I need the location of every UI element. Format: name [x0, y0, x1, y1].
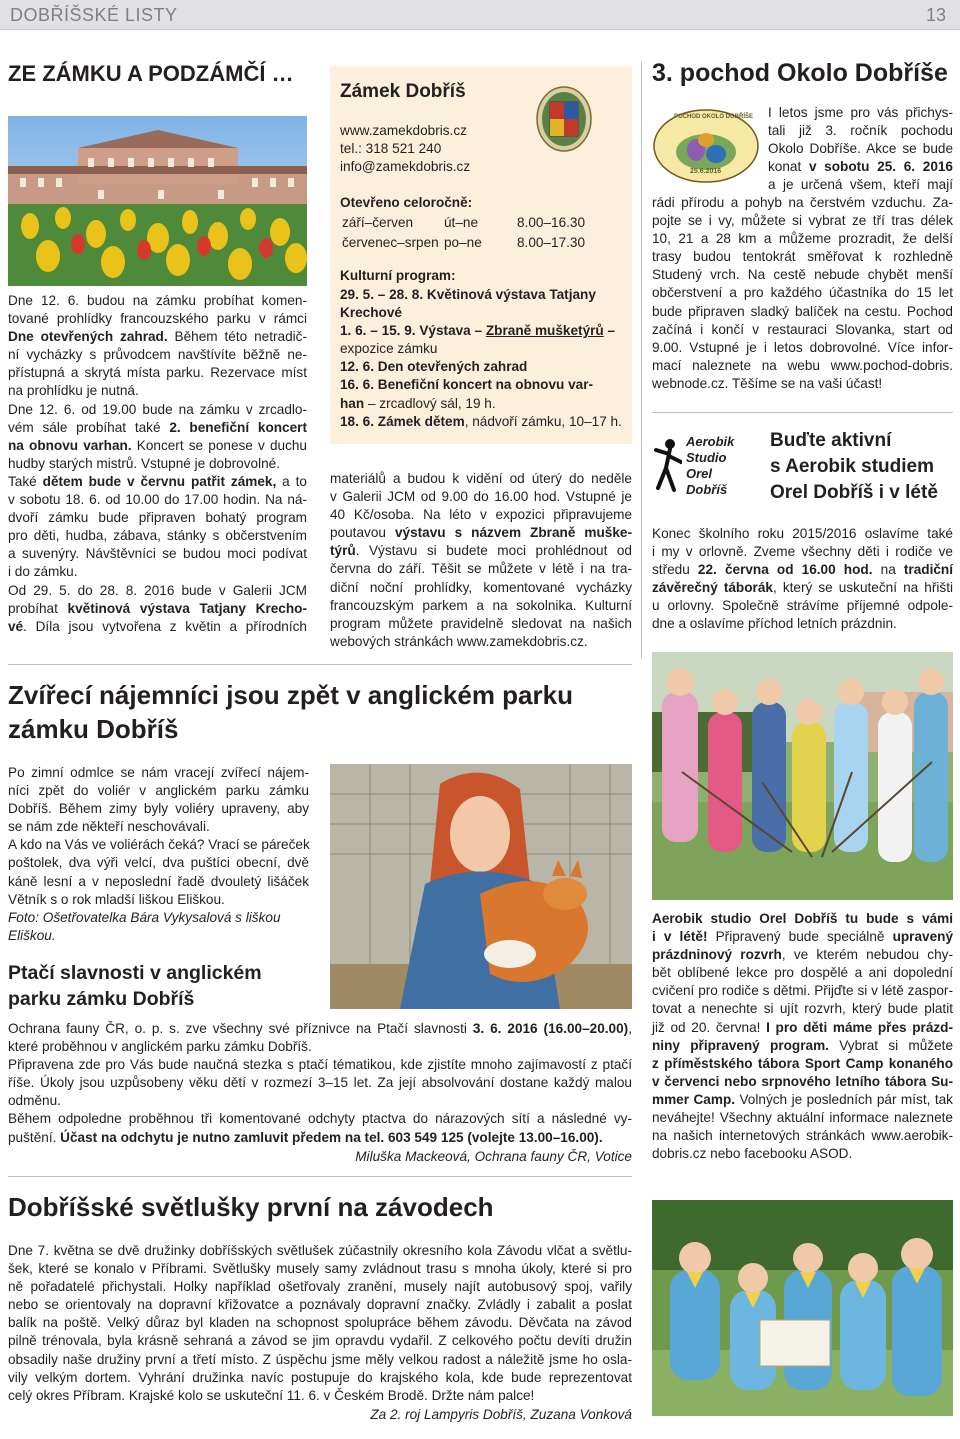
text-line: I letos jsme pro vás přichys-: [768, 105, 953, 120]
aerobik-kids-photo: [652, 652, 953, 900]
text-line: se nám zde někteří neschovávali.: [8, 819, 210, 835]
text-line: i my v orlovně. Zveme všechny děti i rodiče ve: [652, 544, 953, 560]
text-line: káně lesní a v neposlední řadě dvouletý lišáček: [8, 873, 309, 889]
logo-text-line: Dobříš: [686, 482, 728, 497]
photo-credit-line: Eliškou.: [8, 927, 56, 943]
text-line: rádi přírodu a pohyb na čerstvém vzduchu. Za-: [652, 195, 953, 210]
text-line: dne a oslavíme příchod letních prázdnin.: [652, 616, 897, 632]
text-line: šek, které se konalo v Příbrami. Světlušky musely samy zvládnout trasu s mnoha úkoly, které si pro: [8, 1261, 632, 1277]
website-link[interactable]: www.zamekdobris.cz: [340, 123, 467, 138]
heading-line: zámku Dobříš: [8, 714, 179, 744]
program-item: 1. 6. – 15. 9. Výstava – Zbraně mušketýrů –: [340, 323, 616, 339]
aerobik-photo-caption: [652, 910, 953, 1163]
text-line: středu 22. června od 16.00 hod. na tradiční: [652, 562, 953, 578]
text-line: u orlovny. Společně strávíme příjemné odpole-: [652, 598, 953, 614]
program-item: 12. 6. Den otevřených zahrad: [340, 359, 528, 375]
scouts-article-body: [8, 1242, 632, 1405]
text-line: pro děti, hudba, zábava, stánky s občerstvením: [8, 528, 307, 544]
days-cell: po–ne: [444, 235, 482, 250]
woman-with-fox-photo: [330, 764, 632, 1009]
castle-info-box: [330, 66, 632, 444]
logo-text-line: Orel: [686, 466, 713, 481]
text-line: Studený vrch. Na cestě nebude chybět menší: [652, 267, 953, 283]
castle-section-heading: ZE ZÁMKU A PODZÁMČÍ …: [8, 61, 294, 86]
fox-article-body: [8, 764, 309, 945]
text-line: v červenci nebo srpnového letního tábora Su-: [652, 1073, 953, 1089]
section-divider: [8, 664, 632, 665]
text-line: v Galerii JCM od 9.00 do 16.00 hod. Vstupné je: [330, 489, 632, 505]
text-line: Také dětem bude v červnu patřit zámek, a to: [8, 473, 307, 489]
text-line: hudby starých mistrů. Vstupné je dobrovolné.: [8, 455, 281, 471]
text-line: na našich internetových stránkách www.aerobik-: [652, 1128, 953, 1144]
scouts-article-signature: Za 2. roj Lampyris Dobříš, Zuzana Vonková: [370, 1407, 632, 1422]
logo-date: 25.6.2016: [690, 168, 722, 175]
culture-program-list: [340, 286, 622, 431]
castle-article-continuation: [330, 470, 632, 651]
text-line: ně pořadatelé přichystali. Holky například ošetřovaly zranění, musely najít autobusový spoj, vařily: [8, 1279, 632, 1295]
phone-number: tel.: 318 521 240: [340, 141, 442, 156]
text-line: i v létě! Připravený bude speciálně upravený: [652, 929, 954, 945]
pochod-okolo-dobrise-logo: [652, 104, 760, 184]
section-divider: [8, 1176, 632, 1177]
text-line: tované prohlídky francouzského parku v rámci: [8, 311, 307, 327]
opening-hours-label: Otevřeno celoročně:: [340, 195, 473, 210]
aerobik-dancer-icon: [654, 438, 682, 496]
scouts-article-heading: Dobříšské světlušky první na závodech: [8, 1192, 494, 1222]
text-line: Větník s o rok mladší liškou Eliškou.: [8, 891, 225, 907]
castle-article-body: [8, 292, 307, 636]
text-line: odměnu.: [8, 1093, 61, 1109]
text-line: v sobotu 18. 6. od 10.00 do 17.00 hodin. Na ná-: [8, 492, 307, 508]
program-item: 29. 5. – 28. 8. Květinová výstava Tatjany: [340, 287, 596, 302]
heading-line: Zvířecí nájemníci jsou zpět v anglickém parku: [8, 680, 573, 710]
text-line: nebo se orientovaly na dopravní křižovatce a poznávaly dopravní značky. Zvládly i zabalit a poslat: [8, 1297, 632, 1313]
bird-article-heading: [8, 960, 262, 1012]
text-line: francouzským parkem a na sokolnika. Kulturní: [330, 597, 632, 613]
text-line: Od 29. 5. do 28. 8. 2016 bude v Galerii JCM: [8, 582, 307, 598]
text-line: prázdninový rozvrh, ve kterém nebudou chy-: [652, 947, 953, 963]
email-link[interactable]: info@zamekdobris.cz: [340, 159, 471, 174]
heading-line: Ptačí slavnosti v anglickém: [8, 962, 262, 984]
text-line: vily velkým dortem. Vyhrání družinka navíc postupuje do krajského kola, kde bude reprezentovat: [8, 1369, 632, 1385]
months-cell: září–červen: [342, 215, 414, 230]
info-contacts: [340, 122, 470, 176]
page-number: 13: [925, 5, 946, 25]
text-line: obsadily naše družiny první a třetí místo. Z úspěchu jsme měly velkou radost a náležitě jsme ho osla-: [8, 1351, 632, 1367]
castle-tulips-photo: [8, 116, 307, 286]
coat-of-arms-icon: [536, 86, 592, 152]
text-line: tovat a nenechte si ujít rozvrh, který bude platit: [652, 1001, 953, 1017]
table-row: [342, 214, 585, 232]
hours-cell: 8.00–16.30: [517, 215, 586, 230]
program-item: expozice zámku: [340, 341, 438, 357]
program-item: Krechové: [340, 305, 402, 321]
text-line: 10, 21 a 28 km a můžeme prozradit, že delší: [652, 231, 953, 247]
text-line: přístupná a skrytá místa parku. Rezervace míst: [8, 365, 307, 381]
text-line: Dne 12. 6. budou na zámku probíhat komen-: [8, 293, 307, 308]
logo-text-line: Studio: [686, 450, 727, 465]
text-line: webnode.cz. Těšíme se na vaši účast!: [652, 375, 883, 391]
text-line: poštolek, dva výři velcí, dva puštíci obecní, dvě: [8, 855, 309, 871]
text-line: celý okres Příbram. Krajské kolo se uskuteční 11. 6. v Českém Brodě. Držte nám palce!: [8, 1387, 535, 1403]
text-line: vé. Díla jsou vytvořena z květin a přírodních: [8, 618, 307, 634]
text-line: ní vycházky s průvodcem navštívíte běžně ne-: [8, 347, 307, 363]
scout-girls-photo: [652, 1200, 953, 1416]
text-line: webových stránkách www.zamekdobris.cz.: [330, 633, 588, 649]
text-line: poutavou výstavu s názvem Zbraně muške-: [330, 525, 632, 541]
text-line: diční noční prohlídky, komentované vycházky: [330, 579, 632, 595]
heading-line: Buďte aktivní: [770, 430, 892, 451]
hours-cell: 8.00–17.30: [517, 235, 586, 250]
column-divider: [641, 62, 642, 658]
info-box-title: Zámek Dobříš: [340, 81, 466, 102]
text-line: probíhat květinová výstava Tatjany Krecho-: [8, 600, 307, 616]
text-line: pilně trénovala, byla krásně sehraná a závod se jim opravdu vydařil. Z celkového počtu devíti družin: [8, 1333, 632, 1349]
culture-program-label: Kulturní program:: [340, 268, 456, 283]
text-line: i do zámku.: [8, 564, 78, 580]
aerobik-heading: [770, 428, 938, 506]
text-line: program můžete pravidelně sledovat na našich: [330, 615, 632, 631]
pochod-heading: 3. pochod Okolo Dobříše: [652, 59, 948, 87]
text-line: Připravena zde pro Vás bude naučná stezka s ptačí tématikou, kde zjistíte mnoho zajímavostí z ptačí: [8, 1057, 632, 1073]
heading-line: Orel Dobříš i v létě: [770, 482, 938, 503]
text-line: bět oblíbené lekce pro dospělé a ani dopolední: [652, 965, 953, 981]
photo-credit-line: Foto: Ošetřovatelka Bára Vykysalová s liškou: [8, 909, 281, 925]
text-line: Po zimní odmlce se nám vracejí zvířecí nájem-: [8, 765, 309, 780]
text-line: mací naleznete na webu www.pochod-dobris.: [652, 357, 953, 373]
text-line: z příměstského tábora Sport Camp konaného: [652, 1055, 953, 1071]
aerobik-body: [652, 525, 953, 634]
logo-text-line: Aerobik: [686, 434, 735, 449]
text-line: niny připravený program. Vybrat si můžete: [652, 1037, 953, 1053]
text-line: června do září. Těšit se můžete v létě i na tra-: [330, 561, 632, 577]
months-cell: červenec–srpen: [342, 235, 439, 250]
page-header: [0, 0, 960, 30]
text-line: tali již 3. ročník pochodu: [768, 123, 953, 139]
text-line: občerstvení a pro každého účastníka do 15 let: [652, 285, 953, 301]
text-line: pojte se i vy, můžete si vybrat ze tří tras délek: [652, 213, 953, 229]
text-line: níci zpět do voliér v anglickém parku zámku: [8, 783, 309, 799]
opening-hours-table: [340, 212, 587, 254]
text-line: závěrečný táborák, který se uskuteční na hřišti: [652, 580, 953, 596]
text-line: neváhejte! Všechny aktuální informace naleznete: [652, 1110, 953, 1126]
text-line: Okolo Dobříše. Akce se bude: [768, 141, 953, 157]
text-line: 9.00. Vstupné je i letos dobrovolné. Více infor-: [652, 339, 953, 355]
text-line: A kdo na Vás ve voliérách čeká? Vrací se páreček: [8, 837, 310, 853]
pochod-body: [652, 194, 953, 393]
fox-article-heading: [8, 678, 573, 746]
program-item: 18. 6. Zámek dětem, nádvoří zámku, 10–17 h.: [340, 413, 622, 429]
text-line: 40 Kč/osoba. Na léto v expozici připravujeme: [330, 507, 632, 523]
text-line: Ochrana fauny ČR, o. p. s. zve všechny své příznivce na Ptačí slavnosti 3. 6. 2016 (16.00–20.00),: [8, 1021, 632, 1036]
pochod-intro: [768, 104, 953, 194]
days-cell: út–ne: [444, 215, 479, 230]
section-divider: [652, 412, 953, 413]
text-line: puštění. Účast na odchytu je nutno zamluvit předem na tel. 603 549 125 (volejte 13.00–16.00).: [8, 1129, 603, 1145]
text-line: Dne otevřených zahrad. Během této netradič-: [8, 329, 307, 345]
logo-caption: POCHOD OKOLO DOBŘÍŠE: [674, 114, 754, 120]
text-line: bude připraven sladký balíček na cestu. Pochod: [652, 303, 953, 319]
text-line: dobris.cz nebo facebooku ASOD.: [652, 1146, 853, 1162]
heading-line: parku zámku Dobříš: [8, 988, 195, 1010]
text-line: balík na poště. Velký důraz byl kladen na schopnost spolupráce během závodu. Děvčata na závod: [8, 1315, 632, 1331]
text-line: Dobříš. Během zimy byly voliéry upraveny, aby: [8, 801, 309, 817]
text-line: mmer Camp. Volných je posledních pár míst, tak: [652, 1091, 953, 1107]
aerobik-studio-logo: [654, 432, 754, 502]
text-line: Dne 12. 6. od 19.00 bude na zámku v zrcadlo-: [8, 401, 307, 417]
text-line: vém sále probíhat také 2. benefiční koncert: [8, 419, 307, 435]
text-line: Dne 7. května se dvě družinky dobříšských světlušek zúčastnily okresního kola Závodu vlčat a světlu-: [8, 1243, 632, 1258]
text-line: týrů. Výstavu si budete moci prohlédnout od: [330, 543, 632, 559]
text-line: začíná i končí v restauraci Slovanka, start od: [652, 321, 953, 337]
program-item: han – zrcadlový sál, 19 h.: [340, 395, 496, 411]
bird-article-body: [8, 1020, 632, 1147]
text-line: a suvenýry. Návštěvníci se budou moci podívat: [8, 546, 307, 562]
program-item: 16. 6. Benefiční koncert na obnovu var-: [340, 377, 594, 393]
text-line: Konec školního roku 2015/2016 oslavíme také: [652, 526, 953, 541]
aerobik-logo-text: [686, 434, 734, 498]
heading-line: s Aerobik studiem: [770, 456, 935, 477]
text-line: Aerobik studio Orel Dobříš tu bude s vámi: [652, 911, 953, 926]
publication-title: DOBŘÍŠSKÉ LISTY: [10, 5, 178, 25]
text-line: na prohlídku je nutná.: [8, 383, 139, 399]
text-line: říše. Úkoly jsou uzpůsobeny věku dětí v rozmezí 3–15 let. Za její absolvování dostane každý malou: [8, 1075, 632, 1091]
text-line: dvoří zámku bude připraven bohatý program: [8, 510, 307, 526]
bird-article-signature: Miluška Mackeová, Ochrana fauny ČR, Votice: [355, 1149, 632, 1164]
table-row: [342, 234, 585, 252]
text-line: Během odpoledne proběhnou tři komentované odchyty ptactva do nárazových sítí a následné vy-: [8, 1111, 632, 1127]
text-line: již od 20. června! I pro děti máme přes prázd-: [652, 1019, 954, 1035]
text-line: na obnovu varhan. Koncert se ponese v duchu: [8, 437, 307, 453]
text-line: které proběhnou v anglickém parku zámku Dobříš.: [8, 1039, 312, 1055]
text-line: trasy budou tentokrát směřovat k rozhledně: [652, 249, 953, 265]
text-line: materiálů a budou k vidění od úterý do neděle: [330, 471, 632, 486]
text-line: cvičení pro rodiče s dětmi. Přijďte si v létě zaspor-: [652, 983, 953, 999]
text-line: konat v sobotu 25. 6. 2016: [768, 159, 953, 175]
text-line: a je určená všem, kteří mají: [768, 177, 953, 193]
